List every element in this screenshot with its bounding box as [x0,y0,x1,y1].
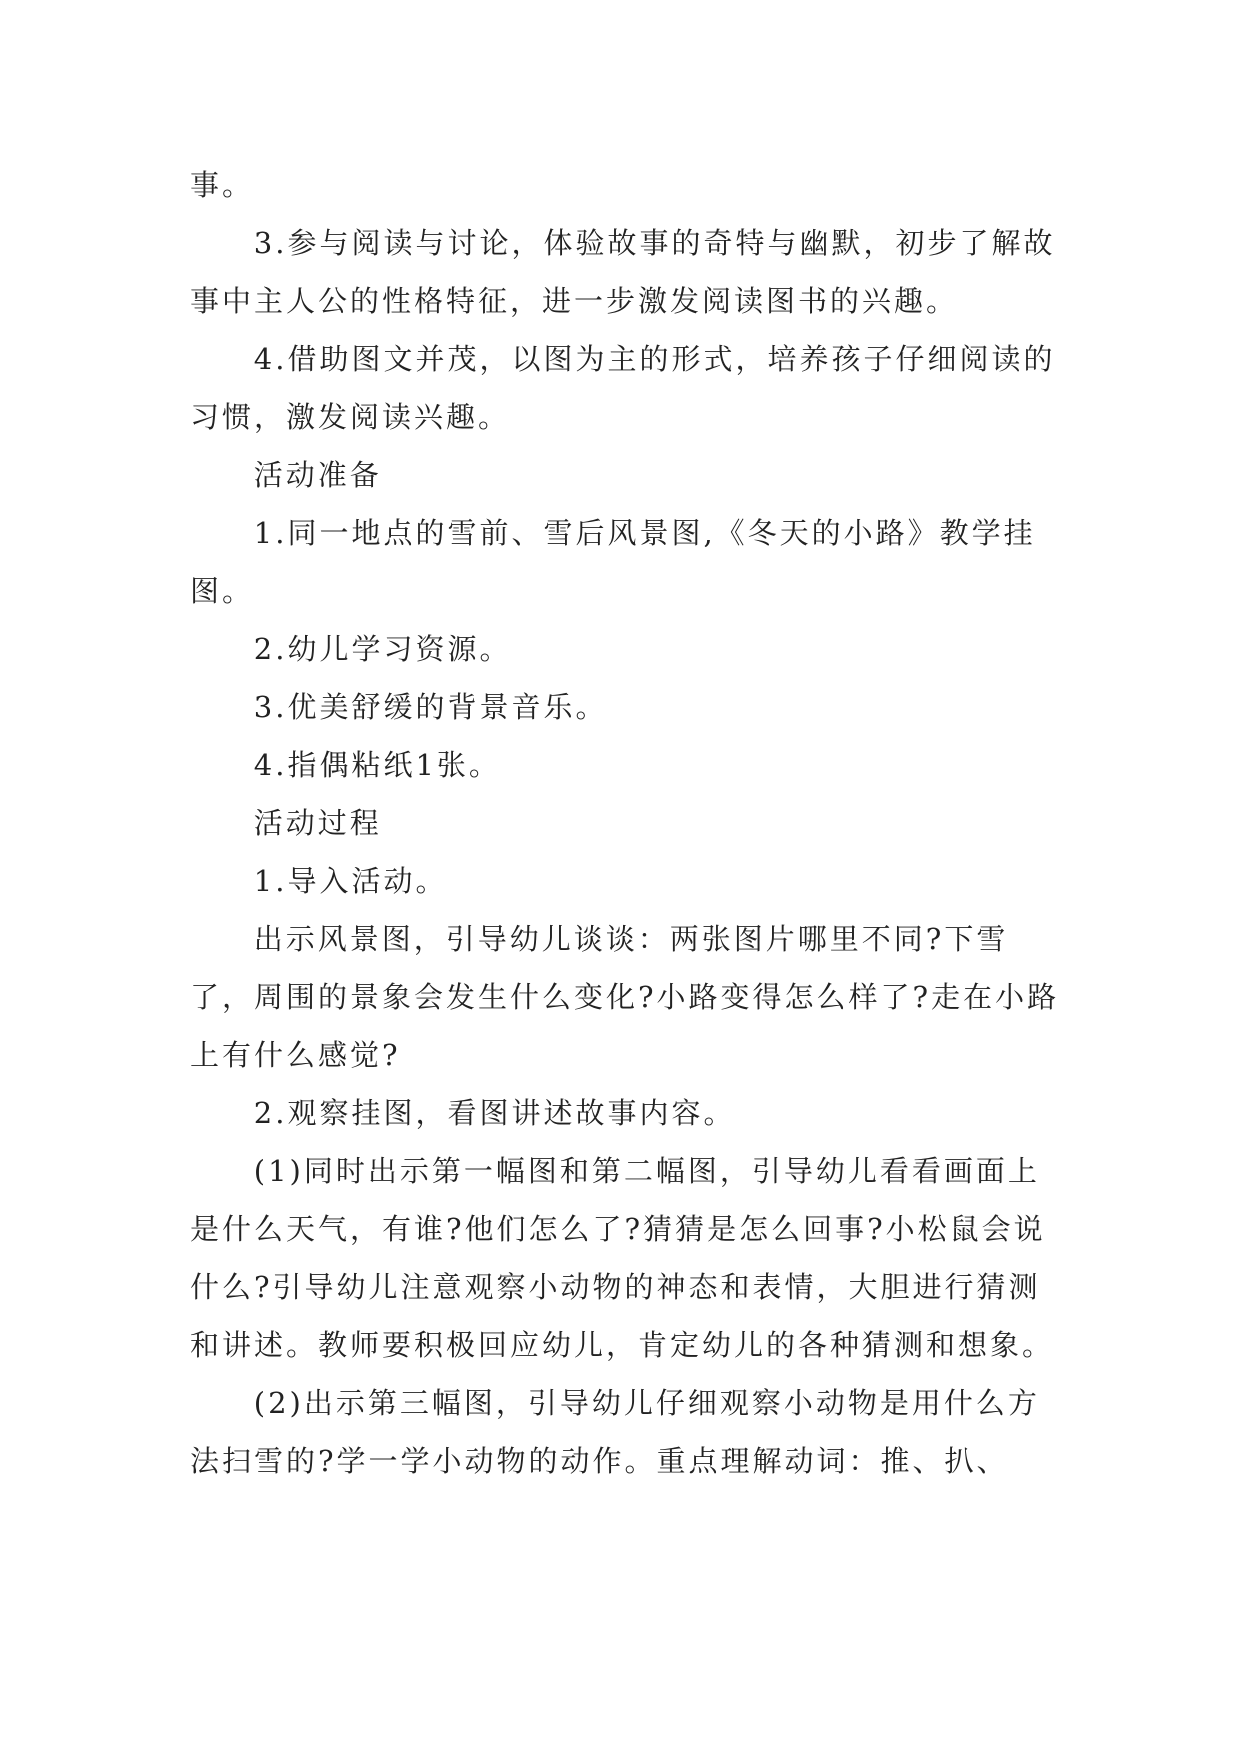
section-heading-process: 活动过程 [253,806,382,840]
paragraph-objective-4: 4.借助图文并茂，以图为主的形式，培养孩子仔细阅读的习惯，激发阅读兴趣。 [190,342,1056,434]
paragraph-objective-3: 3.参与阅读与讨论，体验故事的奇特与幽默，初步了解故事中主人公的性格特征，进一步激发阅读图书的兴趣。 [190,226,1056,318]
paragraph-process-2: 2.观察挂图，看图讲述故事内容。 [253,1096,736,1130]
paragraph-preparation-1: 1.同一地点的雪前、雪后风景图,《冬天的小路》教学挂图。 [190,516,1036,608]
paragraph-process-1: 1.导入活动。 [253,864,448,898]
paragraph-preparation-4: 4.指偶粘纸1张。 [253,748,501,782]
section-heading-preparation: 活动准备 [253,458,382,492]
document-body [190,156,1070,1490]
paragraph-continuation: 事。 [190,168,255,202]
paragraph-preparation-3: 3.优美舒缓的背景音乐。 [253,690,608,724]
paragraph-process-2-step-2: (2)出示第三幅图，引导幼儿仔细观察小动物是用什么方法扫雪的?学一学小动物的动作。重点理解动词：推、扒、 [190,1386,1040,1478]
paragraph-process-1-detail: 出示风景图，引导幼儿谈谈：两张图片哪里不同?下雪了，周围的景象会发生什么变化?小路变得怎么样了?走在小路上有什么感觉? [190,922,1060,1072]
paragraph-process-2-step-1: (1)同时出示第一幅图和第二幅图，引导幼儿看看画面上是什么天气，有谁?他们怎么了?猜猜是怎么回事?小松鼠会说什么?引导幼儿注意观察小动物的神态和表情，大胆进行猜测和讲述。教师要积极回应幼儿，肯定幼儿的各种猜测和想象。 [190,1154,1055,1362]
paragraph-preparation-2: 2.幼儿学习资源。 [253,632,512,666]
